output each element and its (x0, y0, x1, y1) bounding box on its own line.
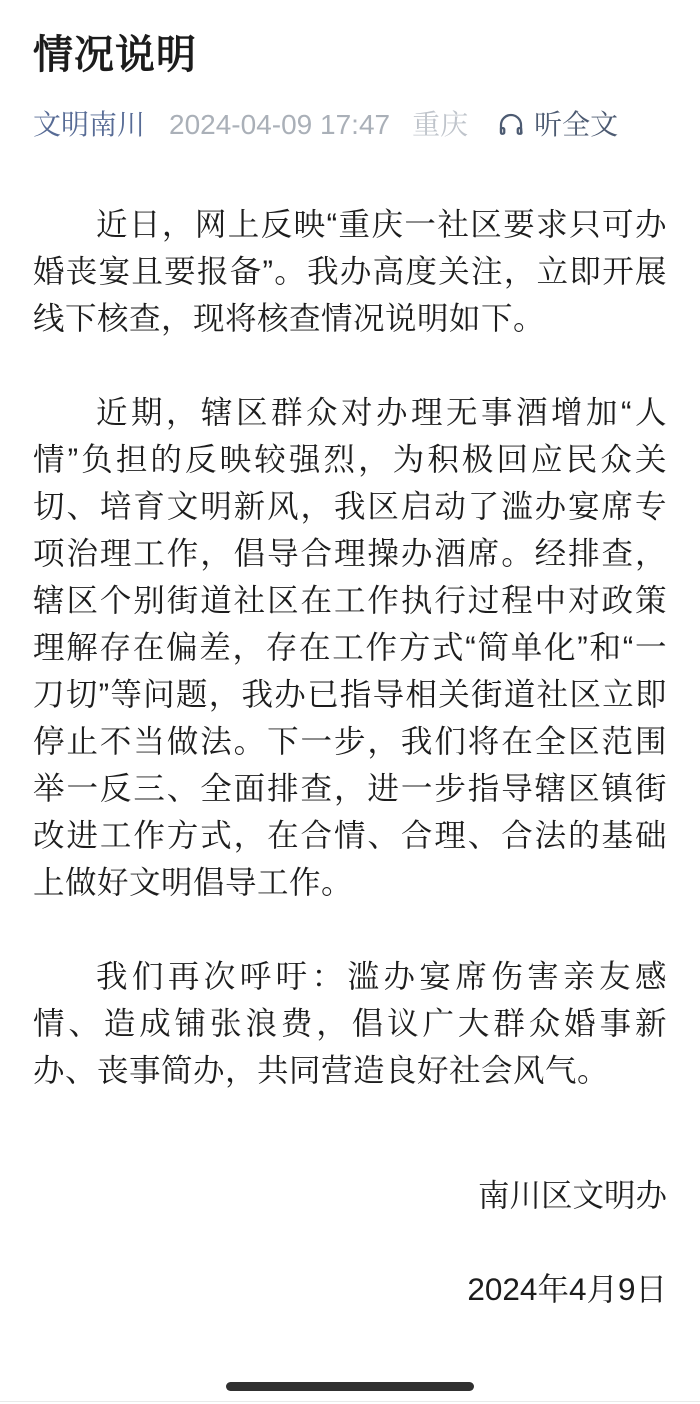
listen-full-text-button[interactable] (496, 105, 618, 145)
page-title: 情况说明 (33, 33, 197, 77)
publish-location: 重庆 (412, 109, 469, 140)
headphones-icon (496, 110, 526, 140)
account-link[interactable]: 文明南川 (33, 109, 146, 140)
paragraph-2: 近期，辖区群众对办理无事酒增加“人情”负担的反映较强烈，为积极回应民众关切、培育文明新风，我区启动了滥办宴席专项治理工作，倡导合理操办酒席。经排查，辖区个别街道社区在工作执行过程中对政策理解存在偏差，存在工作方式“简单化”和“一刀切”等问题，我办已指导相关街道社区立即停止不当做法。下一步，我们将在全区范围举一反三、全面排查，进一步指导辖区镇街改进工作方式，在合情、合理、合法的基础上做好文明倡导工作。 (33, 394, 667, 900)
paragraph-1: 近日，网上反映“重庆一社区要求只可办婚丧宴且要报备”。我办高度关注，立即开展线下核查，现将核查情况说明如下。 (33, 206, 667, 336)
publish-datetime: 2024-04-09 17:47 (169, 109, 391, 140)
home-indicator-handle[interactable] (226, 1382, 474, 1391)
paragraph-3: 我们再次呼吁：滥办宴席伤害亲友感情、造成铺张浪费，倡议广大群众婚事新办、丧事简办，共同营造良好社会风气。 (33, 958, 667, 1088)
article-body (33, 201, 667, 1094)
signature: 南川区文明办 (477, 1177, 667, 1213)
listen-full-text-label: 听全文 (534, 109, 619, 140)
signature-date: 2024年4月9日 (467, 1271, 667, 1307)
byline (33, 105, 667, 145)
bottom-divider (0, 1401, 700, 1402)
